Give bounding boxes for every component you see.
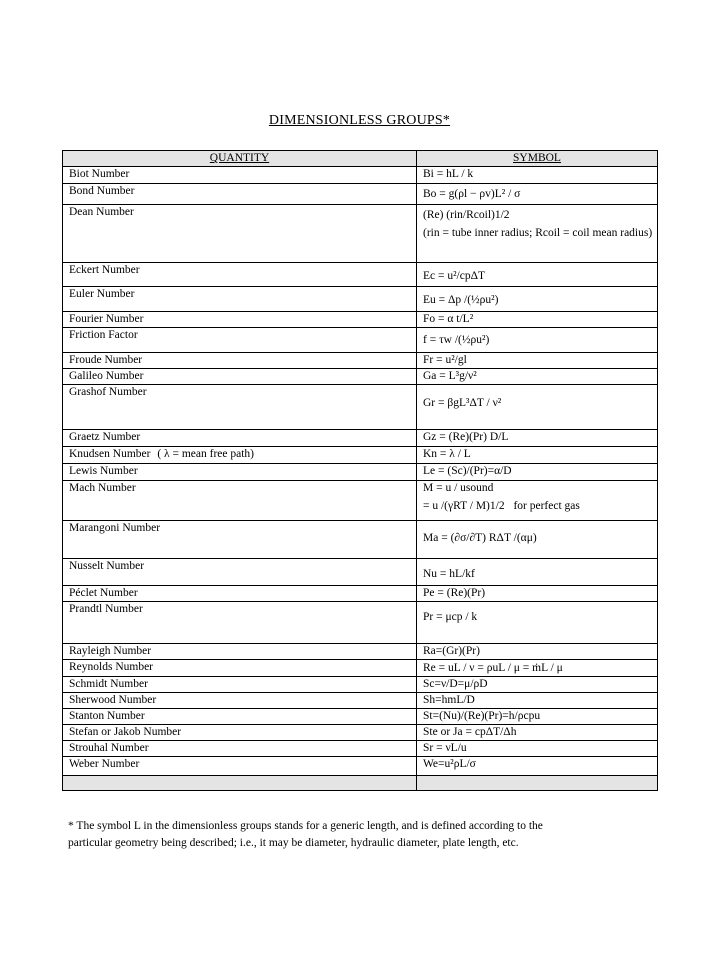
symbol-formula <box>417 369 658 385</box>
formula-text: Gz = (Re)(Pr) D/L <box>423 431 509 443</box>
symbol-header: SYMBOL <box>417 151 658 167</box>
formula-text: Fo = α t/L² <box>423 313 474 325</box>
formula-text: Eu = Δp /(½ρu²) <box>423 294 499 306</box>
symbol-formula <box>417 725 658 741</box>
quantity-name: Galileo Number <box>63 369 417 385</box>
table-footer-row <box>63 776 658 791</box>
quantity-name: Nusselt Number <box>63 559 417 586</box>
quantity-name: Eckert Number <box>63 263 417 287</box>
formula-text: Ste or Ja = cpΔT/Δh <box>423 726 517 738</box>
formula-text: (Re) (rin/Rcoil)1/2 <box>423 209 510 221</box>
symbol-formula <box>417 167 658 184</box>
table-row <box>63 660 658 677</box>
formula-text: M = u / usound <box>423 482 494 494</box>
table-row <box>63 709 658 725</box>
formula-note: for perfect gas <box>513 500 580 512</box>
formula-text: We=u²ρL/σ <box>423 758 476 770</box>
symbol-formula <box>417 263 658 287</box>
footer-cell-right <box>417 776 658 791</box>
table-row <box>63 447 658 464</box>
symbol-formula <box>417 693 658 709</box>
formula-text: Re = uL / ν = ρuL / μ = ṁL / μ <box>423 662 563 674</box>
document-title: DIMENSIONLESS GROUPS* <box>268 113 451 128</box>
quantity-name: Stefan or Jakob Number <box>63 725 417 741</box>
formula-text: Ma = (∂σ/∂T) RΔT /(αμ) <box>423 532 537 544</box>
quantity-name: Reynolds Number <box>63 660 417 677</box>
symbol-formula <box>417 521 658 559</box>
symbol-formula <box>417 353 658 369</box>
table-row <box>63 328 658 353</box>
symbol-formula <box>417 586 658 602</box>
formula-line-2 <box>423 500 651 513</box>
symbol-formula <box>417 328 658 353</box>
table-row <box>63 725 658 741</box>
quantity-name: Prandtl Number <box>63 602 417 644</box>
table-row <box>63 741 658 757</box>
quantity-name: Stanton Number <box>63 709 417 725</box>
symbol-formula <box>417 741 658 757</box>
symbol-formula <box>417 312 658 328</box>
formula-text: Ec = u²/cpΔT <box>423 270 486 282</box>
table-row <box>63 167 658 184</box>
symbol-formula <box>417 644 658 660</box>
symbol-formula <box>417 287 658 312</box>
symbol-formula <box>417 481 658 521</box>
formula-note: (rin = tube inner radius; Rcoil = coil mean radius) <box>423 227 653 239</box>
dimensionless-groups-table <box>62 150 658 791</box>
quantity-name: Weber Number <box>63 757 417 776</box>
formula-text: Ra=(Gr)(Pr) <box>423 645 480 657</box>
quantity-name: Biot Number <box>63 167 417 184</box>
formula-text: Sr = νL/u <box>423 742 467 754</box>
formula-text: Kn = λ / L <box>423 448 471 460</box>
table-row <box>63 430 658 447</box>
footnote <box>68 818 648 852</box>
symbol-formula <box>417 677 658 693</box>
symbol-formula <box>417 559 658 586</box>
quantity-cell <box>63 447 417 464</box>
quantity-name: Schmidt Number <box>63 677 417 693</box>
table-row <box>63 559 658 586</box>
table-row <box>63 693 658 709</box>
table-row <box>63 481 658 521</box>
symbol-formula <box>417 757 658 776</box>
table-row <box>63 312 658 328</box>
quantity-header: QUANTITY <box>63 151 417 167</box>
quantity-name: Strouhal Number <box>63 741 417 757</box>
symbol-formula <box>417 184 658 205</box>
symbol-formula <box>417 447 658 464</box>
formula-text: Bo = g(ρl − ρv)L² / σ <box>423 188 521 200</box>
quantity-name: Péclet Number <box>63 586 417 602</box>
table-row <box>63 369 658 385</box>
quantity-name: Sherwood Number <box>63 693 417 709</box>
formula-text-2: = u /(γRT / M)1/2 <box>423 500 505 512</box>
symbol-formula <box>417 205 658 263</box>
formula-text: Nu = hL/kf <box>423 568 475 580</box>
table-row <box>63 205 658 263</box>
table-row <box>63 757 658 776</box>
symbol-formula <box>417 660 658 677</box>
formula-text: Pe = (Re)(Pr) <box>423 587 486 599</box>
formula-text: Sc=ν/D=μ/ρD <box>423 678 488 690</box>
footnote-line-2: particular geometry being described; i.e., it may be diameter, hydraulic diameter, plate length, etc. <box>68 837 519 849</box>
quantity-name: Fourier Number <box>63 312 417 328</box>
quantity-name: Froude Number <box>63 353 417 369</box>
symbol-formula <box>417 385 658 430</box>
table-row <box>63 464 658 481</box>
quantity-note: ( λ = mean free path) <box>157 448 254 460</box>
table-row <box>63 586 658 602</box>
formula-text: St=(Nu)/(Re)(Pr)=h/ρcpu <box>423 710 541 722</box>
formula-text: Ga = L³g/ν² <box>423 370 477 382</box>
quantity-name: Euler Number <box>63 287 417 312</box>
formula-text: f = τw /(½ρu²) <box>423 334 490 346</box>
quantity-name: Lewis Number <box>63 464 417 481</box>
table-row <box>63 521 658 559</box>
formula-text: Pr = μcp / k <box>423 611 478 623</box>
quantity-name: Bond Number <box>63 184 417 205</box>
formula-text: Sh=hmL/D <box>423 694 475 706</box>
symbol-formula <box>417 709 658 725</box>
table-row <box>63 385 658 430</box>
formula-text: Le = (Sc)/(Pr)=α/D <box>423 465 512 477</box>
table-row <box>63 287 658 312</box>
table-header-row <box>63 151 658 167</box>
table-row <box>63 184 658 205</box>
formula-text: Bi = hL / k <box>423 168 474 180</box>
symbol-formula <box>417 464 658 481</box>
quantity-name: Knudsen Number <box>69 448 151 460</box>
symbol-formula <box>417 602 658 644</box>
table-row <box>63 602 658 644</box>
quantity-name: Marangoni Number <box>63 521 417 559</box>
quantity-name: Grashof Number <box>63 385 417 430</box>
quantity-name: Dean Number <box>63 205 417 263</box>
formula-text: Gr = βgL³ΔT / ν² <box>423 397 502 409</box>
quantity-name: Mach Number <box>63 481 417 521</box>
table-row <box>63 263 658 287</box>
table-row <box>63 353 658 369</box>
quantity-name: Graetz Number <box>63 430 417 447</box>
table-row <box>63 644 658 660</box>
table-row <box>63 677 658 693</box>
symbol-formula <box>417 430 658 447</box>
footnote-line-1: * The symbol L in the dimensionless groups stands for a generic length, and is defined according to the <box>68 820 543 832</box>
formula-text: Fr = u²/gl <box>423 354 467 366</box>
footer-cell-left <box>63 776 417 791</box>
quantity-name: Rayleigh Number <box>63 644 417 660</box>
quantity-name: Friction Factor <box>63 328 417 353</box>
